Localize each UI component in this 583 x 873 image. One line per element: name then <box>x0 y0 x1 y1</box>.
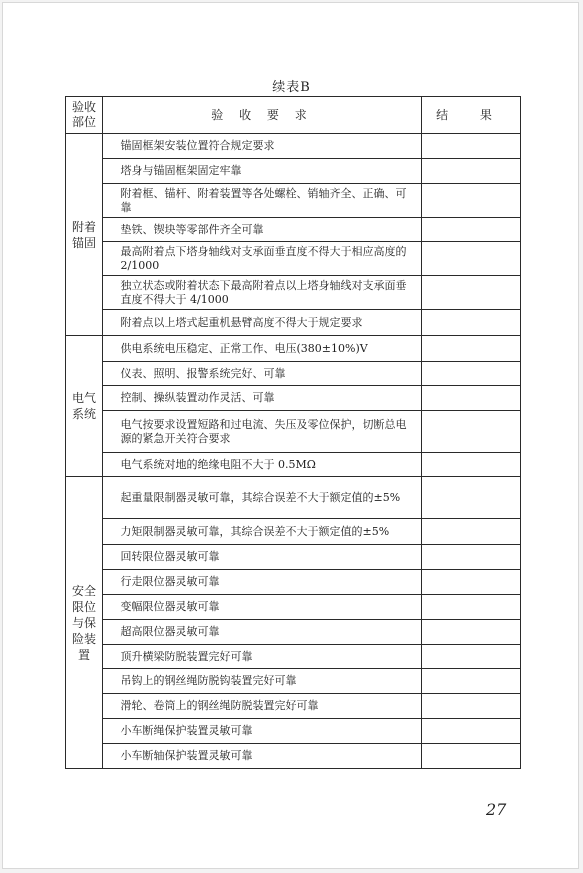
requirement-text: 起重量限制器灵敏可靠，其综合误差不大于额定值的±5% <box>118 477 422 519</box>
requirement-text: 电气按要求设置短路和过电流、失压及零位保护，切断总电源的紧急开关符合要求 <box>118 411 422 453</box>
table-row <box>66 620 521 645</box>
requirement-text: 吊钩上的钢丝绳防脱钩装置完好可靠 <box>118 669 422 694</box>
table-row <box>66 669 521 694</box>
table-title: 续表B <box>272 80 311 95</box>
table-row <box>66 276 521 310</box>
table-row <box>66 477 521 519</box>
table-row <box>66 744 521 769</box>
table-row <box>66 595 521 620</box>
section-name-line: 限位 <box>71 599 96 614</box>
section-name-line: 置 <box>77 647 90 662</box>
acceptance-table <box>65 96 521 769</box>
indent-cell <box>103 645 118 669</box>
table-row <box>66 570 521 595</box>
header-row <box>66 97 521 134</box>
page-number: 27 <box>486 800 507 819</box>
table-row <box>66 159 521 184</box>
requirement-text: 小车断轴保护装置灵敏可靠 <box>118 744 422 769</box>
table-row <box>66 411 521 453</box>
section-name-line: 系统 <box>71 407 96 421</box>
indent-cell <box>103 669 118 694</box>
indent-cell <box>103 719 118 744</box>
requirement-text: 附着点以上塔式起重机悬臂高度不得大于规定要求 <box>118 310 422 336</box>
table-row <box>66 218 521 242</box>
indent-cell <box>103 477 118 519</box>
result-cell[interactable] <box>422 545 521 570</box>
indent-cell <box>103 362 118 386</box>
header-category-line: 部位 <box>71 115 96 129</box>
result-cell[interactable] <box>422 411 521 453</box>
table-row <box>66 645 521 669</box>
indent-cell <box>103 276 118 310</box>
result-cell[interactable] <box>422 276 521 310</box>
requirement-text: 顶升横梁防脱装置完好可靠 <box>118 645 422 669</box>
requirement-text: 变幅限位器灵敏可靠 <box>118 595 422 620</box>
table-row <box>66 453 521 477</box>
section-name-line: 险装 <box>71 631 96 646</box>
result-cell[interactable] <box>422 620 521 645</box>
requirement-text: 回转限位器灵敏可靠 <box>118 545 422 570</box>
header-requirement: 验 收 要 求 <box>103 97 422 134</box>
section-name-line: 附着 <box>71 219 96 234</box>
section-name-line: 锚固 <box>71 235 96 250</box>
result-cell[interactable] <box>422 519 521 545</box>
result-cell[interactable] <box>422 694 521 719</box>
requirement-text: 滑轮、卷筒上的钢丝绳防脱装置完好可靠 <box>118 694 422 719</box>
header-result: 结 果 <box>422 97 521 134</box>
requirement-text: 行走限位器灵敏可靠 <box>118 570 422 595</box>
result-cell[interactable] <box>422 159 521 184</box>
result-cell[interactable] <box>422 669 521 694</box>
result-cell[interactable] <box>422 336 521 362</box>
indent-cell <box>103 620 118 645</box>
indent-cell <box>103 184 118 218</box>
table-row <box>66 386 521 411</box>
result-cell[interactable] <box>422 744 521 769</box>
indent-cell <box>103 453 118 477</box>
table-row <box>66 545 521 570</box>
indent-cell <box>103 242 118 276</box>
result-cell[interactable] <box>422 184 521 218</box>
result-cell[interactable] <box>422 310 521 336</box>
table-row <box>66 362 521 386</box>
result-cell[interactable] <box>422 595 521 620</box>
result-cell[interactable] <box>422 570 521 595</box>
requirement-text: 电气系统对地的绝缘电阻不大于 0.5MΩ <box>118 453 422 477</box>
section-name <box>66 134 103 336</box>
indent-cell <box>103 545 118 570</box>
requirement-text: 锚固框架安装位置符合规定要求 <box>118 134 422 159</box>
section-name <box>66 477 103 769</box>
result-cell[interactable] <box>422 386 521 411</box>
requirement-text: 小车断绳保护装置灵敏可靠 <box>118 719 422 744</box>
indent-cell <box>103 519 118 545</box>
result-cell[interactable] <box>422 645 521 669</box>
requirement-text: 垫铁、锲块等零部件齐全可靠 <box>118 218 422 242</box>
indent-cell <box>103 134 118 159</box>
table-row <box>66 310 521 336</box>
table-row <box>66 719 521 744</box>
table-row <box>66 184 521 218</box>
indent-cell <box>103 336 118 362</box>
result-cell[interactable] <box>422 719 521 744</box>
indent-cell <box>103 570 118 595</box>
requirement-text: 超高限位器灵敏可靠 <box>118 620 422 645</box>
result-cell[interactable] <box>422 218 521 242</box>
table-row <box>66 519 521 545</box>
indent-cell <box>103 694 118 719</box>
requirement-text: 控制、操纵装置动作灵活、可靠 <box>118 386 422 411</box>
requirement-text: 附着框、锚杆、附着装置等各处螺栓、销轴齐全、正确、可靠 <box>118 184 422 218</box>
requirement-text: 力矩限制器灵敏可靠，其综合误差不大于额定值的±5% <box>118 519 422 545</box>
result-cell[interactable] <box>422 134 521 159</box>
section-name-line: 电气 <box>71 391 96 405</box>
table-row <box>66 242 521 276</box>
indent-cell <box>103 310 118 336</box>
table-row <box>66 694 521 719</box>
result-cell[interactable] <box>422 242 521 276</box>
section-name-line: 与保 <box>71 615 96 630</box>
table-row <box>66 134 521 159</box>
result-cell[interactable] <box>422 453 521 477</box>
requirement-text: 独立状态或附着状态下最高附着点以上塔身轴线对支承面垂直度不得大于 4/1000 <box>118 276 422 310</box>
header-category-line: 验收 <box>71 100 96 114</box>
table-row <box>66 336 521 362</box>
indent-cell <box>103 218 118 242</box>
indent-cell <box>103 744 118 769</box>
result-cell[interactable] <box>422 362 521 386</box>
requirement-text: 供电系统电压稳定、正常工作、电压(380±10%)V <box>118 336 422 362</box>
requirement-text: 塔身与锚固框架固定牢靠 <box>118 159 422 184</box>
indent-cell <box>103 159 118 184</box>
indent-cell <box>103 386 118 411</box>
indent-cell <box>103 411 118 453</box>
indent-cell <box>103 595 118 620</box>
section-name <box>66 336 103 477</box>
requirement-text: 仪表、照明、报警系统完好、可靠 <box>118 362 422 386</box>
section-name-line: 安全 <box>71 583 96 598</box>
result-cell[interactable] <box>422 477 521 519</box>
header-category <box>66 97 103 134</box>
requirement-text: 最高附着点下塔身轴线对支承面垂直度不得大于相应高度的 2/1000 <box>118 242 422 276</box>
